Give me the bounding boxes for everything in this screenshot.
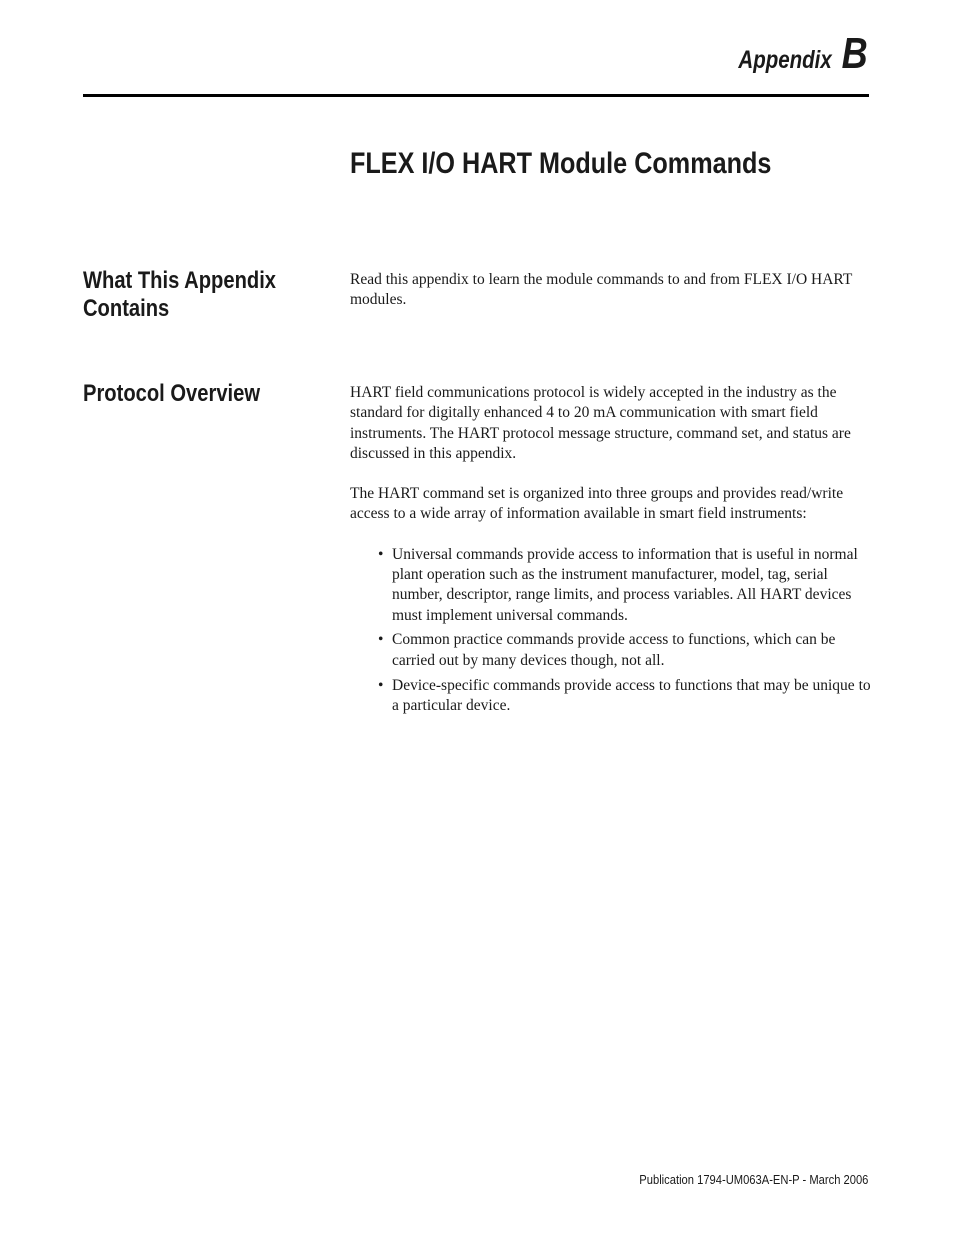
list-item	[378, 545, 872, 626]
section-heading-line: What This Appendix	[83, 267, 277, 294]
protocol-overview-body	[350, 383, 872, 721]
bullet-icon: •	[378, 545, 384, 563]
bullet-icon: •	[378, 676, 384, 694]
list-item	[378, 676, 872, 717]
bullet-icon: •	[378, 631, 384, 649]
what-contains-body	[350, 270, 872, 311]
appendix-letter: B	[841, 29, 868, 78]
body-paragraph: The HART command set is organized into three groups and provides read/write access to a wide array of information available in smart field instruments:	[350, 485, 844, 523]
publication-footer: Publication 1794-UM063A-EN-P - March 2006	[638, 1172, 868, 1187]
list-item-text: Device-specific commands provide access to functions that may be unique to a particular device.	[392, 676, 871, 714]
bullet-list	[350, 545, 872, 716]
appendix-label: Appendix	[738, 46, 833, 74]
chapter-title: FLEX I/O HART Module Commands	[350, 147, 772, 180]
list-item	[378, 630, 872, 671]
section-heading-line: Contains	[83, 295, 170, 322]
list-item-text: Common practice commands provide access to functions, which can be carried out by many devices though, not all.	[392, 631, 836, 669]
body-paragraph: Read this appendix to learn the module commands to and from FLEX I/O HART modules.	[350, 271, 853, 309]
body-paragraph: HART field communications protocol is widely accepted in the industry as the standard for digitally enhanced 4 to 20 mA communication with smart field instruments. The HART protocol message structure, command set, and status are discussed in this appendix.	[350, 384, 851, 462]
section-heading-what-contains	[83, 267, 276, 323]
list-item-text: Universal commands provide access to information that is useful in normal plant operation such as the instrument manufacturer, model, tag, serial number, descriptor, range limits, and process variables. All HART devices must implement universal commands.	[392, 545, 858, 624]
header-rule	[83, 94, 869, 97]
appendix-header	[738, 29, 868, 78]
section-heading-protocol-overview: Protocol Overview	[83, 380, 261, 407]
